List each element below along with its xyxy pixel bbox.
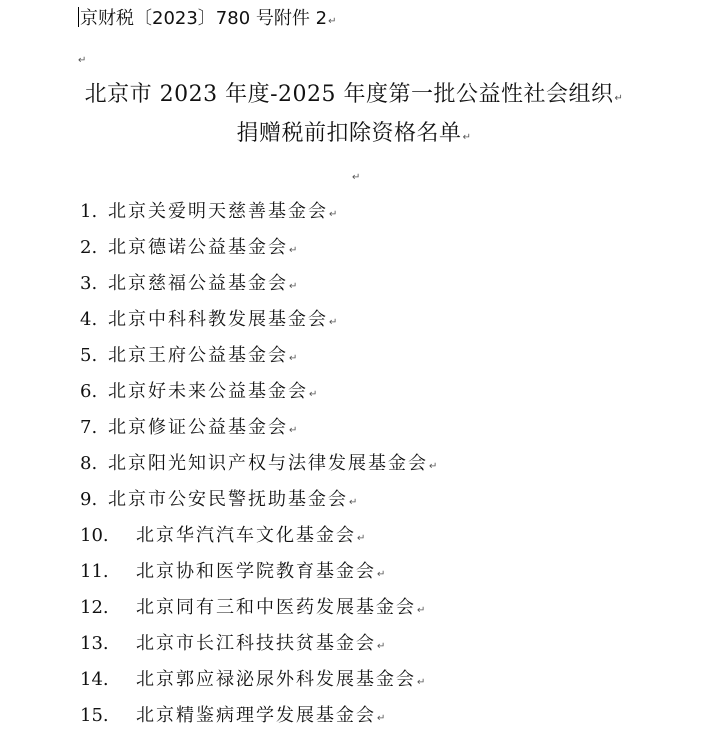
document-title-line-2 [0,119,708,153]
paragraph-mark-icon: ↵ [377,641,388,652]
paragraph-mark-icon: ↵ [289,281,300,292]
organization-name: 北京德诺公益基金会 [108,237,288,258]
list-item [80,666,439,702]
organization-name: 北京市公安民警抚助基金会 [108,489,348,510]
paragraph-mark-icon: ↵ [614,93,624,104]
item-number: 15. [80,705,109,726]
title-text: 北京市 2023 年度-2025 年度第一批公益性社会组织 [84,82,614,107]
list-item [80,522,439,558]
list-item [80,558,439,594]
paragraph-mark-icon: ↵ [78,55,87,66]
organization-name: 北京市长江科技扶贫基金会 [136,633,376,654]
list-item [80,306,439,342]
item-number: 3. [80,273,98,294]
paragraph-mark-icon: ↵ [329,317,340,328]
list-item [80,378,439,414]
item-number: 5. [80,345,98,366]
organization-name: 北京郭应禄泌尿外科发展基金会 [136,669,416,690]
item-number: 1. [80,201,98,222]
organization-name: 北京华汽汽车文化基金会 [136,525,356,546]
item-number: 11. [80,561,109,582]
list-item [80,486,439,522]
paragraph-mark-icon: ↵ [289,353,300,364]
item-number: 6. [80,381,98,402]
item-number: 7. [80,417,98,438]
paragraph-mark-icon: ↵ [417,605,428,616]
list-item [80,594,439,630]
item-number: 2. [80,237,98,258]
organization-name: 北京精鉴病理学发展基金会 [136,705,376,726]
paragraph-mark-icon: ↵ [377,569,388,580]
list-item [80,450,439,486]
organization-name: 北京中科科教发展基金会 [108,309,328,330]
item-number: 4. [80,309,98,330]
paragraph-mark-icon: ↵ [328,16,337,27]
item-number: 8. [80,453,98,474]
list-item [80,630,439,666]
organization-name: 北京慈福公益基金会 [108,273,288,294]
list-item [80,702,439,738]
paragraph-mark-icon: ↵ [349,497,360,508]
document-reference-line[interactable] [78,6,336,35]
paragraph-mark-icon: ↵ [357,533,368,544]
list-item [80,414,439,450]
document-reference: 京财税〔2023〕780 号附件 2 [80,8,328,29]
item-number: 12. [80,597,109,618]
list-item [80,234,439,270]
list-item [80,198,439,234]
paragraph-mark-icon: ↵ [289,245,300,256]
organization-list [80,198,439,738]
paragraph-mark-icon: ↵ [289,425,300,436]
title-text: 捐赠税前扣除资格名单 [236,121,462,146]
paragraph-mark-icon: ↵ [329,209,340,220]
organization-name: 北京同有三和中医药发展基金会 [136,597,416,618]
item-number: 14. [80,669,109,690]
item-number: 9. [80,489,98,510]
item-number: 13. [80,633,109,654]
item-number: 10. [80,525,109,546]
organization-name: 北京修证公益基金会 [108,417,288,438]
organization-name: 北京阳光知识产权与法律发展基金会 [108,453,428,474]
list-item [80,342,439,378]
paragraph-mark-icon: ↵ [309,389,320,400]
document-title-line-1 [0,80,708,114]
organization-name: 北京关爱明天慈善基金会 [108,201,328,222]
paragraph-mark-icon: ↵ [429,461,440,472]
organization-name: 北京王府公益基金会 [108,345,288,366]
paragraph-mark-icon: ↵ [377,713,388,724]
list-item [80,270,439,306]
paragraph-mark-icon: ↵ [417,677,428,688]
paragraph-mark-icon: ↵ [352,172,361,183]
text-cursor [78,7,79,27]
organization-name: 北京协和医学院教育基金会 [136,561,376,582]
paragraph-mark-icon: ↵ [462,132,472,143]
organization-name: 北京好未来公益基金会 [108,381,308,402]
